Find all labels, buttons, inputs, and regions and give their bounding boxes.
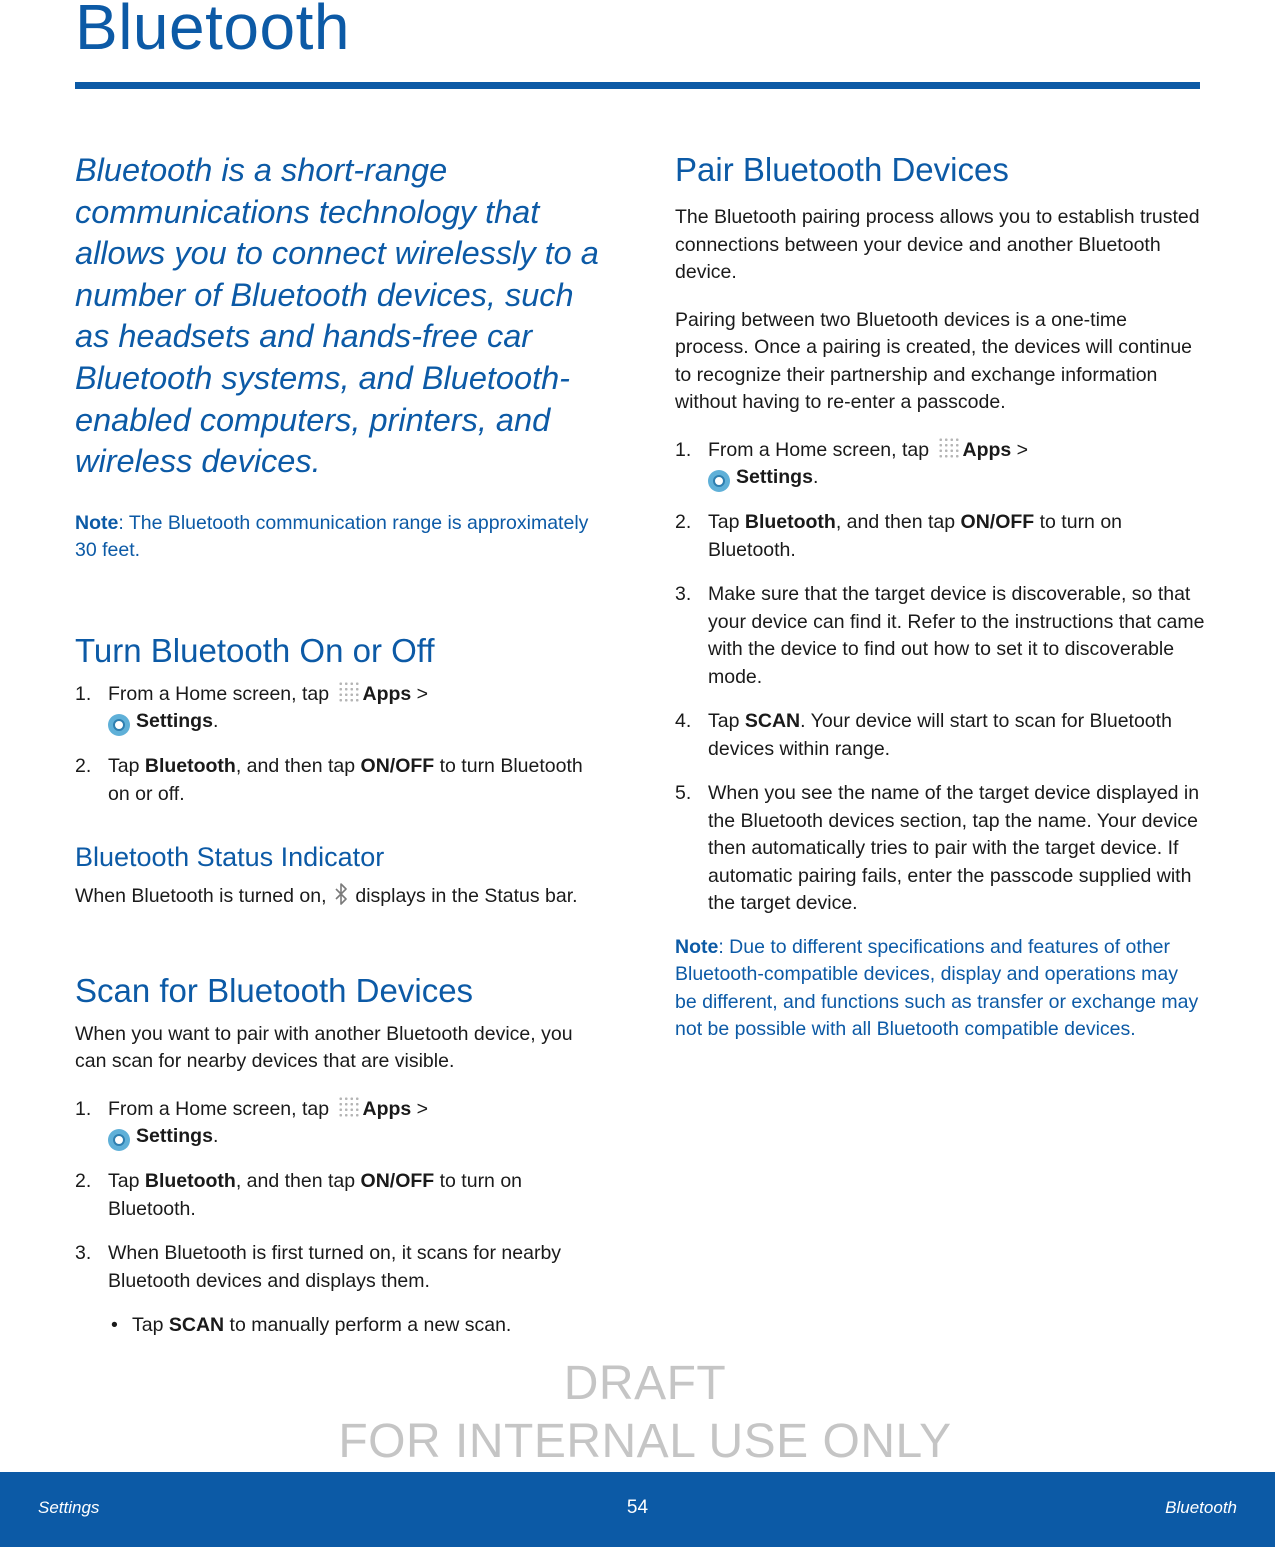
step-text: When you see the name of the target device displayed in the Bluetooth devices section, tap the name. Your device then automatically tries to pair with the target device. If automatic pairing fails, enter the passcode supplied with the target device. <box>708 782 1200 914</box>
list-item <box>75 681 605 737</box>
turn-on-off-heading: Turn Bluetooth On or Off <box>75 631 435 669</box>
step-separator: > <box>411 682 429 705</box>
bluetooth-icon <box>334 882 348 906</box>
scan-steps <box>75 1096 605 1296</box>
note-label: Note <box>75 511 119 534</box>
step-text: to turn on Bluetooth. <box>108 1170 523 1220</box>
list-item <box>675 708 1205 763</box>
on-off-label: ON/OFF <box>360 1170 435 1193</box>
range-note <box>75 510 605 565</box>
pair-para-1: The Bluetooth pairing process allows you to establish trusted connections between your device and another Bluetooth device. <box>675 206 1200 283</box>
list-item <box>675 581 1205 691</box>
settings-label: Settings <box>136 710 213 733</box>
settings-gear-icon <box>708 470 730 492</box>
on-off-label: ON/OFF <box>960 511 1035 533</box>
note-label: Note <box>675 935 719 958</box>
step-number: 4. <box>675 710 692 732</box>
list-item <box>675 780 1205 918</box>
list-item <box>75 1168 605 1223</box>
right-column <box>675 150 1205 1044</box>
page-title: Bluetooth <box>75 0 350 63</box>
bullet-text: Tap <box>132 1314 169 1337</box>
step-text: Tap <box>708 511 745 533</box>
step-text: . Your device will start to scan for Bluetooth devices within range. <box>708 710 1172 760</box>
scan-label: SCAN <box>744 710 801 732</box>
bluetooth-label: Bluetooth <box>144 1170 236 1193</box>
list-item <box>75 753 605 808</box>
compatibility-note <box>675 934 1205 1044</box>
step-number: 2. <box>675 511 692 533</box>
apps-label: Apps <box>962 438 1012 461</box>
step-text: Tap <box>108 755 145 778</box>
status-indicator-text <box>75 882 605 911</box>
page-number: 54 <box>626 1497 649 1518</box>
bullet-dot: • <box>111 1314 118 1337</box>
scan-label: SCAN <box>168 1314 225 1337</box>
intro-text: Bluetooth is a short-range communications technology that allows you to connect wirelessly to a number of Bluetooth devices, such as headsets and hands-free car Bluetooth systems, and Bluetooth-enabled computers, printers, and wireless devices. <box>75 152 599 480</box>
step-text: Make sure that the target device is discoverable, so that your device can find it. Refer to the instructions that came with the device to find out how to set it to discoverable mode. <box>708 583 1205 688</box>
step-text: , and then tap <box>835 511 961 533</box>
pair-para-2: Pairing between two Bluetooth devices is a one-time process. Once a pairing is created, the devices will continue to recognize their partnership and exchange information without having to re-enter a passcode. <box>675 308 1193 413</box>
apps-label: Apps <box>362 682 412 705</box>
apps-grid-icon <box>938 437 960 459</box>
step-text: , and then tap <box>235 1170 361 1193</box>
list-item <box>75 1240 605 1295</box>
step-end: . <box>812 466 819 488</box>
step-text: Tap <box>108 1170 145 1193</box>
step-number: 3. <box>75 1242 92 1265</box>
pair-heading: Pair Bluetooth Devices <box>675 151 1009 188</box>
step-text: From a Home screen, tap <box>108 1097 330 1120</box>
step-separator: > <box>411 1097 429 1120</box>
step-text: Tap <box>708 710 745 732</box>
left-column <box>75 150 605 1340</box>
step-number: 3. <box>675 583 692 605</box>
settings-gear-icon <box>108 1129 130 1151</box>
status-indicator-heading: Bluetooth Status Indicator <box>75 842 385 873</box>
list-item <box>675 437 1205 493</box>
step-number: 2. <box>75 755 92 778</box>
scan-heading: Scan for Bluetooth Devices <box>75 971 474 1009</box>
list-item <box>75 1096 605 1152</box>
settings-label: Settings <box>736 466 813 488</box>
title-rule <box>75 82 1200 89</box>
status-text: displays in the Status bar. <box>355 885 578 908</box>
step-number: 1. <box>675 438 692 461</box>
list-item <box>675 509 1205 564</box>
step-number: 1. <box>75 682 92 705</box>
step-number: 2. <box>75 1170 92 1193</box>
scan-intro: When you want to pair with another Bluetooth device, you can scan for nearby devices that are visible. <box>75 1022 573 1073</box>
step-text: From a Home screen, tap <box>708 438 930 461</box>
step-text: , and then tap <box>235 755 361 778</box>
settings-label: Settings <box>136 1125 213 1148</box>
step-end: . <box>212 710 219 733</box>
footer-chapter-label: Bluetooth <box>1165 1498 1237 1517</box>
status-text: When Bluetooth is turned on, <box>75 885 327 908</box>
step-text: to turn Bluetooth on or off. <box>108 755 583 805</box>
bluetooth-label: Bluetooth <box>144 755 236 778</box>
step-text: When Bluetooth is first turned on, it scans for nearby Bluetooth devices and displays them. <box>108 1242 562 1292</box>
page-footer <box>0 1472 1275 1547</box>
on-off-label: ON/OFF <box>360 755 435 778</box>
step-separator: > <box>1011 438 1029 461</box>
step-number: 1. <box>75 1097 92 1120</box>
step-text: to turn on Bluetooth. <box>708 511 1123 561</box>
scan-bullet <box>75 1312 605 1340</box>
step-text: From a Home screen, tap <box>108 682 330 705</box>
apps-label: Apps <box>362 1097 412 1120</box>
watermark-line-2: FOR INTERNAL USE ONLY <box>338 1415 952 1468</box>
footer-section-label: Settings <box>38 1498 100 1517</box>
bluetooth-label: Bluetooth <box>744 511 836 533</box>
turn-on-off-steps <box>75 681 605 809</box>
note-text: : Due to different specifications and features of other Bluetooth-compatible devices, display and operations may be different, and functions such as transfer or exchange may not be possible with all Bluetooth compatible devices. <box>675 935 1199 1040</box>
apps-grid-icon <box>338 1096 360 1118</box>
pair-steps <box>675 437 1205 918</box>
draft-watermark <box>320 1355 970 1471</box>
settings-gear-icon <box>108 714 130 736</box>
apps-grid-icon <box>338 681 360 703</box>
step-number: 5. <box>675 782 692 804</box>
watermark-line-1: DRAFT <box>563 1357 727 1410</box>
bullet-text: to manually perform a new scan. <box>224 1314 512 1337</box>
step-end: . <box>212 1125 219 1148</box>
note-text: : The Bluetooth communication range is approximately 30 feet. <box>75 511 589 562</box>
